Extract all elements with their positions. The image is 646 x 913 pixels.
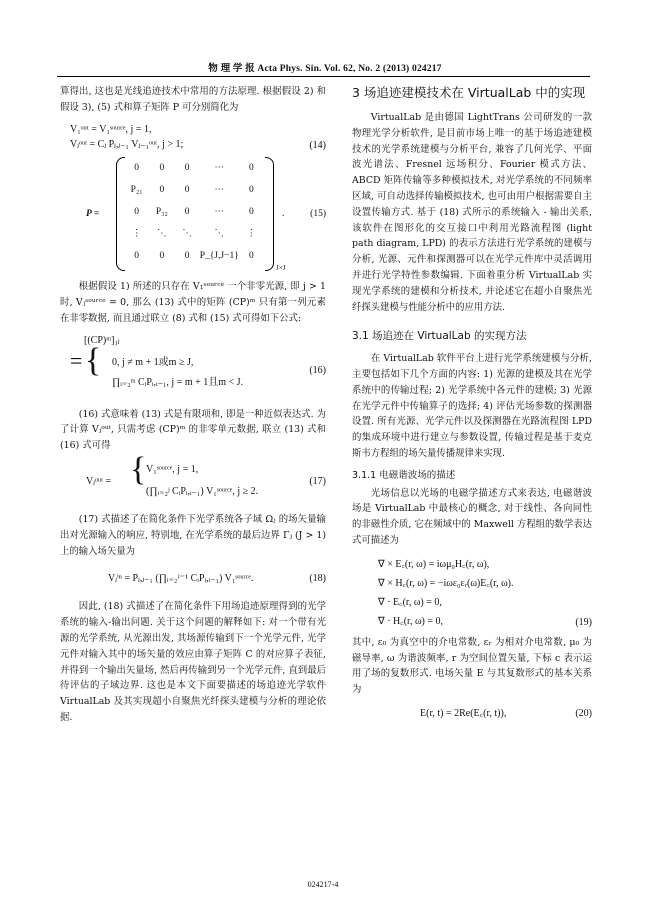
matrix-cell: ⋱ (214, 229, 224, 240)
equation-number: (17) (309, 475, 326, 487)
matrix-cell: 0 (249, 251, 254, 262)
equation-line: 0, j ≠ m + 1或m ≥ J, (112, 356, 194, 368)
matrix-cell: 0 (249, 207, 254, 218)
paragraph: 算得出, 这也是光线追迹技术中常用的方法原理. 根据假设 2) 和假设 3), (5) 式和算子矩阵 P 可分别简化为 (60, 86, 326, 113)
matrix-label: P = (86, 209, 100, 220)
equation-18 (60, 567, 326, 589)
matrix-cell: 0 (184, 163, 190, 174)
matrix-cell: ⋮ (246, 229, 257, 240)
matrix-cell: P₃₂ (155, 207, 168, 218)
equation-line: ∇ × E꜀(r, ω) = iωμ₀H꜀(r, ω), (378, 558, 490, 570)
matrix-cell: ⋮ (131, 229, 142, 240)
equation-line: [(CP)ᵐ]₁ⱼ (84, 334, 120, 346)
equation-number: (20) (575, 707, 592, 719)
running-header: 物 理 学 报 Acta Phys. Sin. Vol. 62, No. 2 (2013) 024217 (208, 64, 442, 74)
matrix-dimension: J×J (276, 264, 286, 273)
equation-line: ∇ · H꜀(r, ω) = 0, (378, 615, 444, 627)
matrix-cell: 0 (249, 163, 254, 174)
matrix-cell: 0 (184, 207, 190, 218)
matrix-cell: ⋯ (214, 185, 224, 196)
matrix-cell: 0 (184, 251, 190, 262)
equation-20 (352, 704, 592, 722)
matrix-cell: 0 (249, 185, 254, 196)
matrix-cell: ⋯ (214, 207, 224, 218)
equation-16: [(CP)ᵐ]₁ⱼ = { 0, j ≠ m + 1或m ≥ J, ∏ᵢ₌₂ᵐ CᵢPᵢ,ᵢ₋₁, j = m + 1且m < J. (16) (60, 333, 326, 403)
matrix-cell: ⋯ (214, 163, 224, 174)
paragraph: 根据假设 1) 所述的只存在 V₁ˢᵒᵘʳᶜᵉ 一个非零光源, 即 j > 1 时, Vⱼˢᵒᵘʳᶜᵉ = 0, 那么 (13) 式中的矩阵 (CP)ᵐ 只有第一列元素在非零数据, 而且通过联立 (8) 式和 (15) 式可得如下公式: (60, 281, 326, 324)
paragraph: 其中, ε₀ 为真空中的介电常数, εᵣ 为相对介电常数, μ₀ 为磁导率, ω 为谐波频率, r 为空间位置矢量, 下标 c 表示运用了场的复数形式. 电场矢量 E 与其复数形式的基本关系为 (352, 636, 592, 696)
equation-line: ∇ · E꜀(r, ω) = 0, (378, 596, 442, 608)
equation-14 (60, 122, 326, 154)
matrix-cell: 0 (159, 163, 165, 174)
equation-number: (14) (309, 139, 326, 151)
matrix-cell: P_{J,J−1} (199, 251, 239, 262)
equation-line: ∇ × H꜀(r, ω) = −iωε₀εᵣ(ω)E꜀(r, ω). (378, 577, 514, 589)
header-rule (57, 76, 590, 77)
paragraph: VirtualLab 是由德国 LightTrans 公司研发的一款物理光学分析软件, 是目前市场上唯一的基于场追迹建模技术的光学系统建模与分析平台, 兼容了几何光学、平面波光谱法、Fresnel 远场积分、Fourier 模式方法、ABCD 矩阵传输等多种模拟技术, 对光学系统的不同频率区域, 可自动选择传输模拟技术, 也可由用户根据需要自主设置传输方式. 基于 (18) 式所示的系统输入 - 输出关系, 该软件在图形化的交互接口中利用光路流程图 (light path diagram, LPD) 的表示方法进行光学系统的建模与分析, 光源、元件和探测器可以在光学元件库中灵活调用并进行光学特性参数编辑. 下面着重分析 VirtualLab 实现光学系统的建模和分析技术, 并论述它在超小自聚焦光纤探头建模与性能分析中的应用方法. (352, 112, 592, 313)
matrix-cell: 0 (184, 185, 190, 196)
equation-line: V₁ᵒᵘᵗ = V₁ˢᵒᵘʳᶜᵉ, j = 1, (70, 123, 152, 135)
equation-number: (15) (310, 209, 326, 220)
matrix-cell: 0 (134, 207, 139, 218)
equation-line: Vⱼᵒᵘᵗ = Cⱼ Pⱼ,ⱼ₋₁ Vⱼ₋₁ᵒᵘᵗ, j > 1; (70, 139, 184, 151)
equation-number: (19) (575, 616, 592, 628)
matrix-cell: ⋱ (182, 229, 192, 240)
matrix-cell: P₂₁ (130, 185, 143, 196)
left-column (60, 84, 326, 726)
equation-15-matrix (60, 157, 326, 273)
right-column (352, 84, 592, 728)
equation-19 (352, 555, 592, 631)
section-heading: 3 场追迹建模技术在 VirtualLab 中的实现 (352, 85, 586, 100)
matrix-cell: 0 (134, 163, 139, 174)
equation-number: (18) (309, 573, 326, 585)
page-number: 024217-4 (307, 880, 339, 889)
equation-line: E(r, t) = 2Re(E꜀(r, t)), (420, 707, 507, 719)
paragraph: 因此, (18) 式描述了在简化条件下用场追迹原理得到的光学系统的输入-输出问题. 关于这个问题的解释如下: 对一个带有光源的光学系统, 从光源出发, 其场源传输到下一个光学元件, 光学元件对输入其中的场矢量的效应由算子矩阵 C 的对应算子表征, 并得到一个输出矢量场, 然后再传输到另一个光学元件, 直到最后待评估的子域边界. 这也是本文下面要描述的场追迹光学软件 VirtualLab 及其实现超小自聚焦光纤探头建模与分析的理论依据. (60, 601, 326, 723)
paragraph: (17) 式描述了在简化条件下光学系统各子域 Ωⱼ 的场矢量输出对光源输入的响应, 特别地, 在光学系统的最后边界 Γⱼ (J > 1) 上的输入场矢量为 (60, 513, 326, 557)
paragraph: (16) 式意味着 (13) 式是有限项和, 即是一种近似表达式. 为了计算 Vⱼᵒᵘᵗ, 只需考虑 (CP)ᵐ 的非零单元数据, 联立 (13) 式和 (16) 式可得 (60, 408, 326, 452)
equation-line: V₁ˢᵒᵘʳᶜᵉ, j = 1, (146, 463, 199, 475)
equation-lhs: Vⱼᵒᵘᵗ = (86, 475, 112, 487)
subsection-heading: 3.1 场追迹在 VirtualLab 的实现方法 (352, 330, 527, 343)
subsubsection-heading: 3.1.1 电磁谐波场的描述 (352, 469, 456, 481)
matrix-period: . (282, 209, 285, 220)
matrix-cell: ⋱ (157, 229, 167, 240)
equation-line: ∏ᵢ₌₂ᵐ CᵢPᵢ,ᵢ₋₁, j = m + 1且m < J. (112, 376, 244, 388)
equation-line: (∏ᵢ₌₂ʲ CᵢPᵢ,ᵢ₋₁) V₁ˢᵒᵘʳᶜᵉ, j ≥ 2. (146, 485, 259, 497)
matrix-grid (124, 159, 264, 265)
matrix-cell: 0 (134, 251, 139, 262)
equation-number: (16) (309, 364, 326, 376)
matrix-cell: 0 (159, 251, 165, 262)
paragraph: 光场信息以光场的电磁学描述方式来表达, 电磁谐波场是 VirtualLab 中最核心的概念, 对于线性、各向同性的非磁性介质, 它在频域中的 Maxwell 方程组的数学表达式可描述为 (352, 487, 592, 546)
matrix-cell: 0 (159, 185, 165, 196)
paragraph: 在 VirtualLab 软件平台上进行光学系统建模与分析, 主要包括如下几个方面的内容: 1) 光源的建模及其在光学系统中的传输过程; 2) 光学系统中各元件的建模; 3) 光源在光学元件中传输算子的选择; 4) 评估光场参数的探测器设置. 所有光源、光学元件以及探测器在光路流程图 LPD 的集成环境中进行建立与参数设置, 传输过程是基于麦克斯韦方程组的场矢量传播规律来实现. (352, 353, 592, 459)
equation-line: Vⱼⁱⁿ = Pⱼ,ⱼ₋₁ (∏ᵢ₌₂ᴶ⁻¹ CᵢPᵢ,ᵢ₋₁) V₁ˢᵒᵘʳᶜᵉ. (108, 573, 254, 585)
right-paren (265, 157, 274, 271)
equation-17: Vⱼᵒᵘᵗ = { V₁ˢᵒᵘʳᶜᵉ, j = 1, (∏ᵢ₌₂ʲ CᵢPᵢ,ᵢ₋₁) V₁ˢᵒᵘʳᶜᵉ, j ≥ 2. (17) (60, 460, 326, 506)
